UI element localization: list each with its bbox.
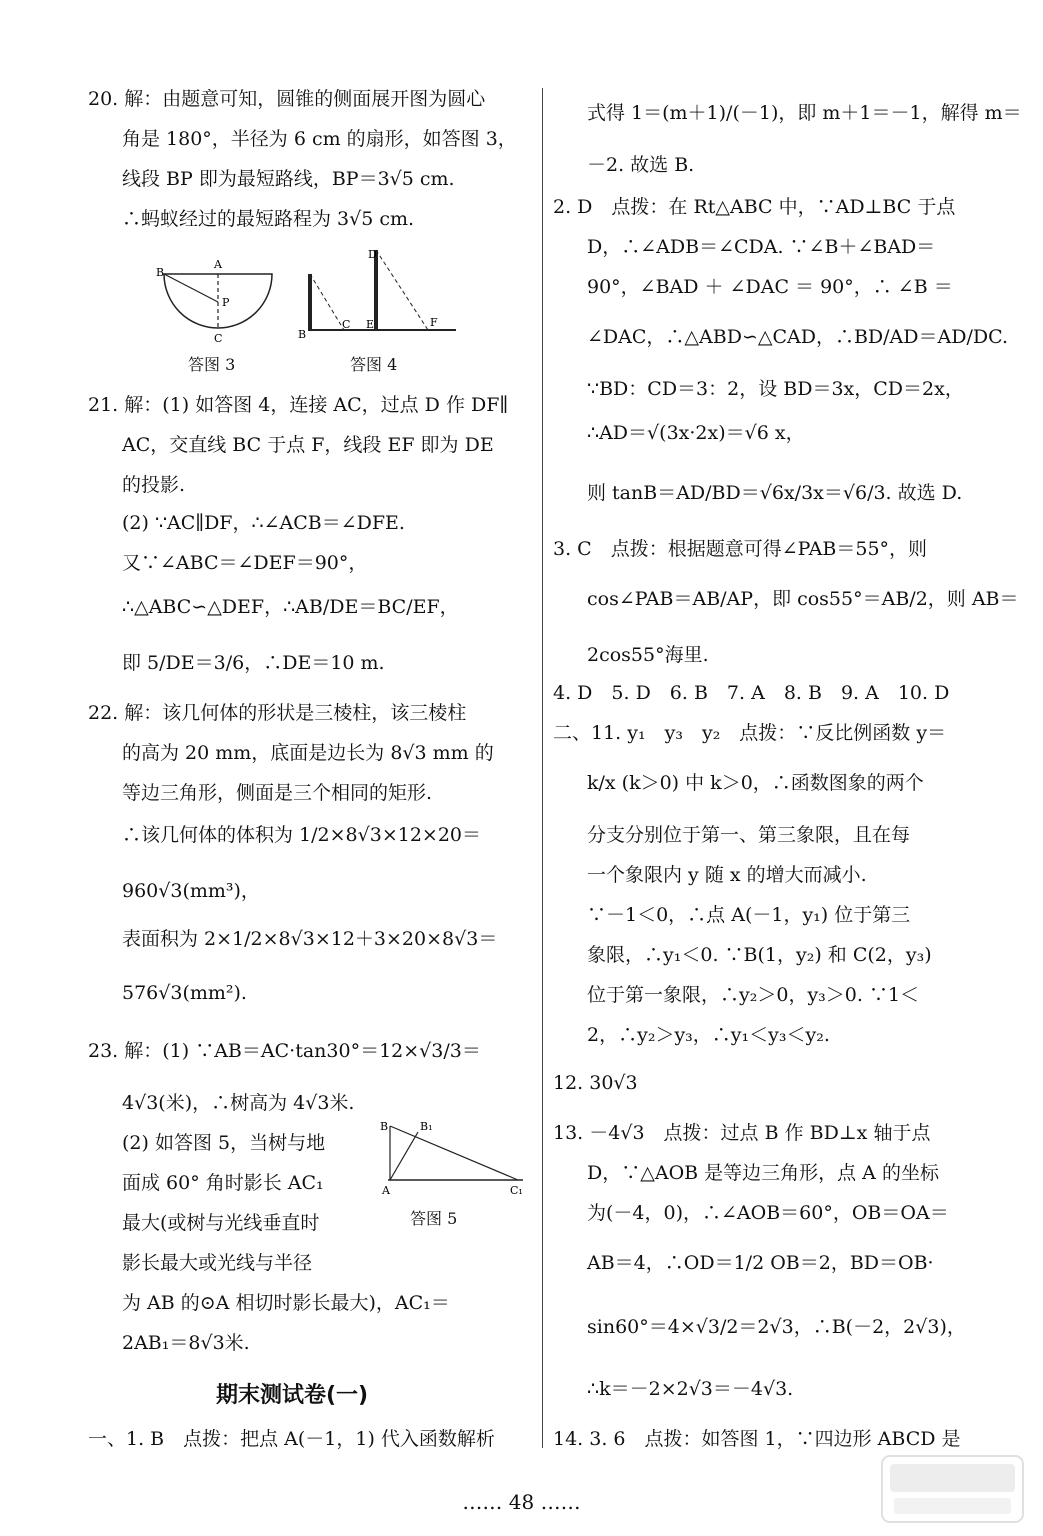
text-line: 为 AB 的⊙A 相切时影长最大)，AC₁＝ — [122, 1292, 450, 1314]
text-line: 影长最大或光线与半径 — [122, 1252, 313, 1274]
text-line: 的投影. — [122, 474, 186, 496]
text-line: 角是 180°，半径为 6 cm 的扇形，如答图 3， — [122, 128, 517, 150]
text-line: sin60°＝4×√3/2＝2√3，∴B(－2，2√3)， — [587, 1316, 966, 1338]
fig4-label: B — [298, 328, 307, 340]
text-line: 表面积为 2×1/2×8√3×12＋3×20×8√3＝ — [122, 928, 498, 950]
text-line: 14. 3. 6 点拨：如答图 1，∵四边形 ABCD 是 — [553, 1428, 961, 1450]
text-line: 二、11. y₁ y₃ y₂ 点拨：∵反比例函数 y＝ — [553, 722, 947, 744]
fig5-label: C₁ — [510, 1184, 523, 1197]
text-line: 一个象限内 y 随 x 的增大而减小. — [587, 864, 867, 886]
text-line: 21. 解：(1) 如答图 4，连接 AC，过点 D 作 DF∥ — [88, 394, 509, 416]
text-line: 位于第一象限，∴y₂＞0，y₃＞0. ∵1＜ — [587, 984, 920, 1006]
text-line: (2) 如答图 5，当树与地 — [122, 1132, 326, 1154]
page-number: …… 48 …… — [462, 1490, 581, 1514]
text-line: 4√3(米)，∴树高为 4√3米. — [122, 1092, 355, 1114]
fig5-label: B₁ — [420, 1120, 433, 1133]
fig5-label: B — [380, 1120, 389, 1133]
text-line: 又∵∠ABC＝∠DEF＝90°， — [122, 552, 368, 574]
text-line: 象限，∴y₁＜0. ∵B(1，y₂) 和 C(2，y₃) — [587, 944, 932, 966]
text-line: 的高为 20 mm，底面是边长为 8√3 mm 的 — [122, 742, 494, 764]
column-divider — [542, 88, 543, 1448]
text-line: k/x (k＞0) 中 k＞0，∴函数图象的两个 — [587, 772, 924, 794]
text-line: 12. 30√3 — [553, 1072, 638, 1094]
text-line: ∴△ABC∽△DEF，∴AB/DE＝BC/EF， — [122, 596, 459, 618]
text-line: 576√3(mm²). — [122, 982, 247, 1004]
text-line: cos∠PAB＝AB/AP，即 cos55°＝AB/2，则 AB＝ — [587, 588, 1019, 610]
text-line: D，∵△AOB 是等边三角形，点 A 的坐标 — [587, 1162, 939, 1184]
figure-3-semicircle — [156, 246, 276, 344]
fig4-label: D — [368, 248, 377, 261]
text-line: 13. －4√3 点拨：过点 B 作 BD⊥x 轴于点 — [553, 1122, 931, 1144]
text-line: (2) ∵AC∥DF，∴∠ACB＝∠DFE. — [122, 512, 405, 534]
fig4-label: F — [430, 316, 438, 329]
text-line: 分支分别位于第一、第三象限，且在每 — [587, 824, 911, 846]
section-title: 期末测试卷(一) — [216, 1383, 369, 1408]
text-line: ∴k＝－2×2√3＝－4√3. — [587, 1378, 794, 1400]
text-line: 23. 解：(1) ∵AB＝AC·tan30°＝12×√3/3＝ — [88, 1040, 481, 1062]
text-line: 2AB₁＝8√3米. — [122, 1332, 250, 1354]
text-line: ∵－1＜0，∴点 A(－1，y₁) 位于第三 — [587, 904, 911, 926]
text-line: 即 5/DE＝3/6，∴DE＝10 m. — [122, 652, 385, 674]
text-line: ∴该几何体的体积为 1/2×8√3×12×20＝ — [122, 824, 482, 846]
text-line: 20. 解：由题意可知，圆锥的侧面展开图为圆心 — [88, 88, 486, 110]
text-line: 3. C 点拨：根据题意可得∠PAB＝55°，则 — [553, 538, 928, 560]
text-line: 则 tanB＝AD/BD＝√6x/3x＝√6/3. 故选 D. — [587, 482, 963, 504]
figure-caption: 答图 5 — [410, 1209, 458, 1228]
text-line: D，∴∠ADB＝∠CDA. ∵∠B＋∠BAD＝ — [587, 236, 936, 258]
text-line: －2. 故选 B. — [587, 154, 695, 176]
fig3-label: B — [156, 266, 165, 279]
text-line: 式得 1＝(m＋1)/(－1)，即 m＋1＝－1，解得 m＝ — [587, 102, 1022, 124]
text-line: 最大(或树与光线垂直时 — [122, 1212, 320, 1234]
figure-4-shadows — [296, 244, 461, 340]
text-line: ∴AD＝√(3x·2x)＝√6 x， — [587, 422, 805, 444]
text-line: 线段 BP 即为最短路线，BP＝3√5 cm. — [122, 168, 455, 190]
watermark-logo — [880, 1454, 1025, 1524]
fig3-label: C — [214, 332, 223, 344]
fig4-label: E — [366, 318, 375, 331]
text-line: 22. 解：该几何体的形状是三棱柱，该三棱柱 — [88, 702, 467, 724]
figure-caption: 答图 3 — [188, 355, 236, 374]
fig4-label: C — [342, 318, 351, 331]
text-line: 2cos55°海里. — [587, 644, 709, 666]
text-line: AB＝4，∴OD＝1/2 OB＝2，BD＝OB· — [587, 1252, 934, 1274]
text-line: 4. D 5. D 6. B 7. A 8. B 9. A 10. D — [553, 682, 950, 704]
figure-5-tree-shadow — [378, 1118, 528, 1198]
text-line: 960√3(mm³)， — [122, 880, 260, 902]
fig3-label: A — [214, 258, 222, 271]
text-line: ∵BD：CD＝3：2，设 BD＝3x，CD＝2x， — [587, 378, 964, 400]
fig5-label: A — [382, 1184, 390, 1197]
text-line: 为(－4，0)，∴∠AOB＝60°，OB＝OA＝ — [587, 1202, 949, 1224]
text-line: 面成 60° 角时影长 AC₁ — [122, 1172, 324, 1194]
fig3-label: P — [222, 296, 230, 309]
text-line: ∴蚂蚁经过的最短路程为 3√5 cm. — [122, 208, 415, 230]
text-line: AC，交直线 BC 于点 F，线段 EF 即为 DE — [122, 434, 494, 456]
text-line: 2，∴y₂＞y₃，∴y₁＜y₃＜y₂. — [587, 1024, 830, 1046]
text-line: ∠DAC，∴△ABD∽△CAD，∴BD/AD＝AD/DC. — [587, 326, 1009, 348]
text-line: 等边三角形，侧面是三个相同的矩形. — [122, 782, 433, 804]
figure-caption: 答图 4 — [350, 355, 398, 374]
text-line: 2. D 点拨：在 Rt△ABC 中，∵AD⊥BC 于点 — [553, 196, 956, 218]
text-line: 一、1. B 点拨：把点 A(－1，1) 代入函数解析 — [88, 1428, 495, 1450]
text-line: 90°，∠BAD ＋ ∠DAC ＝ 90°，∴ ∠B ＝ — [587, 276, 953, 298]
